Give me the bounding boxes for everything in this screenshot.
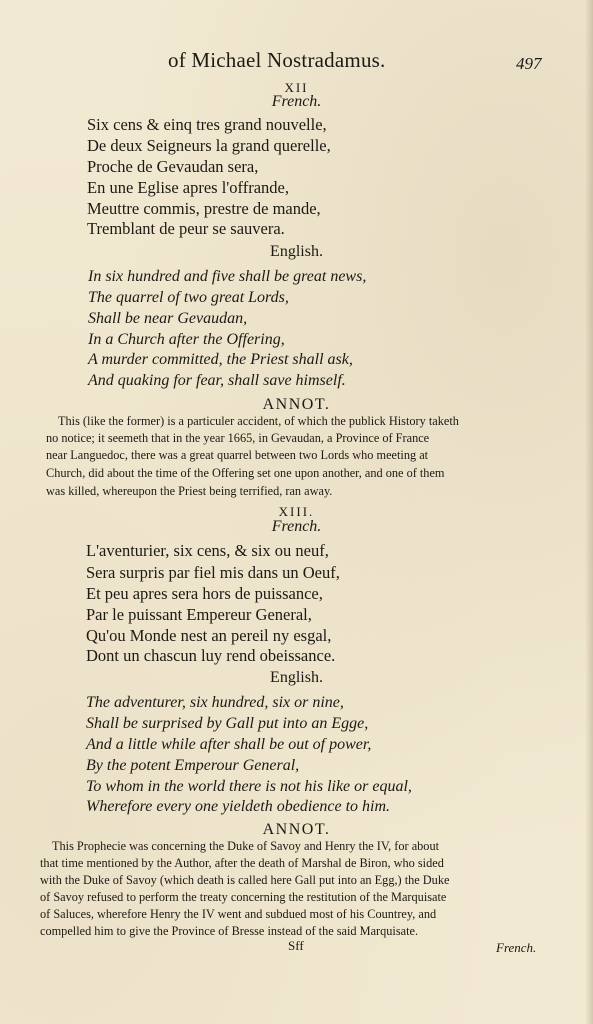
verse-line: Wherefore every one yieldeth obedience to him. xyxy=(86,798,391,815)
annotation-heading: ANNOT. xyxy=(262,821,331,838)
verse-line: By the potent Emperour General, xyxy=(86,757,300,774)
verse-line: A murder committed, the Priest shall ask, xyxy=(88,351,353,368)
verse-line: L'aventurier, six cens, & six ou neuf, xyxy=(86,541,329,560)
verse-line: Six cens & einq tres grand nouvelle, xyxy=(87,115,327,134)
prose-line: of Savoy refused to perform the treaty concerning the restitution of the Marquisate xyxy=(40,890,447,904)
catchword: French. xyxy=(496,940,537,955)
prose-line: with the Duke of Savoy (which death is called here Gall put into an Egg,) the Duke xyxy=(40,873,450,887)
french-heading: French. xyxy=(271,518,322,535)
prose-line: compelled him to give the Province of Bresse instead of the said Marquisate. xyxy=(40,924,419,938)
english-heading: English. xyxy=(270,669,323,686)
quatrain-number: XIII. xyxy=(278,504,315,519)
verse-line: Tremblant de peur se sauvera. xyxy=(87,219,285,238)
verse-line: And quaking for fear, shall save himself. xyxy=(88,372,346,389)
verse-line: And a little while after shall be out of power, xyxy=(86,736,372,753)
verse-line: Dont un chascun luy rend obeissance. xyxy=(86,646,336,665)
annotation-heading: ANNOT. xyxy=(262,396,331,413)
quatrain-number: XII xyxy=(284,80,309,95)
prose-line: This (like the former) is a particuler accident, of which the publick History taketh xyxy=(58,414,459,428)
verse-line: In a Church after the Offering, xyxy=(88,331,285,348)
english-heading: English. xyxy=(270,243,323,260)
verse-line: Par le puissant Empereur General, xyxy=(86,605,312,624)
verse-line: Meuttre commis, prestre de mande, xyxy=(87,199,321,218)
verse-line: Shall be near Gevaudan, xyxy=(88,310,248,327)
verse-line: De deux Seigneurs la grand querelle, xyxy=(87,136,331,155)
prose-line: no notice; it seemeth that in the year 1665, in Gevaudan, a Province of France xyxy=(46,431,430,445)
verse-line: The adventurer, six hundred, six or nine, xyxy=(86,694,344,711)
prose-line: Church, did about the time of the Offering set one upon another, and one of them xyxy=(46,466,445,480)
prose-line: that time mentioned by the Author, after the death of Marshal de Biron, who sided xyxy=(40,856,444,870)
verse-line: The quarrel of two great Lords, xyxy=(88,289,289,306)
prose-line: This Prophecie was concerning the Duke of Savoy and Henry the IV, for about xyxy=(52,839,440,853)
verse-line: Shall be surprised by Gall put into an Egge, xyxy=(86,715,369,732)
prose-line: near Languedoc, there was a great quarrel between two Lords who meeting at xyxy=(46,448,429,462)
verse-line: Proche de Gevaudan sera, xyxy=(87,157,259,176)
french-heading: French. xyxy=(271,93,322,110)
running-head: of Michael Nostradamus. xyxy=(168,48,386,72)
page-number: 497 xyxy=(516,54,542,73)
prose-line: of Saluces, wherefore Henry the IV went and subdued most of his Countrey, and xyxy=(40,907,437,921)
page-header xyxy=(0,44,593,74)
verse-line: Qu'ou Monde nest an pereil ny esgal, xyxy=(86,626,332,645)
verse-line: Et peu apres sera hors de puissance, xyxy=(86,584,323,603)
verse-line: To whom in the world there is not his like or equal, xyxy=(86,778,412,795)
verse-line: In six hundred and five shall be great news, xyxy=(88,268,367,285)
verse-line: Sera surpris par fiel mis dans un Oeuf, xyxy=(86,563,340,582)
signature-mark: Sff xyxy=(288,938,304,953)
verse-line: En une Eglise apres l'offrande, xyxy=(87,178,289,197)
prose-line: was killed, whereupon the Priest being terrified, ran away. xyxy=(46,484,333,498)
